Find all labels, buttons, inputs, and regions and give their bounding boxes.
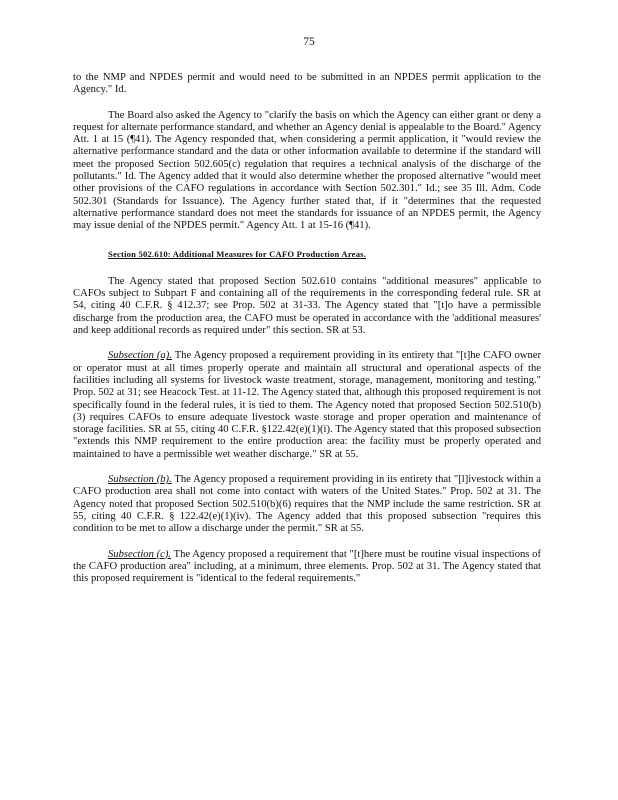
- paragraph-section-intro: [73, 276, 541, 337]
- subsection-label: Subsection (b).: [108, 474, 172, 486]
- paragraph-text: The Agency stated that proposed Section 502.610 contains "additional measures" applicable to CAFOs subject to Subpart F and containing all of the requirements in the corresponding federal rule. SR at 54, citing 40 C.F.R. § 412.37; see Prop. 502 at 31-33. The Agency stated that "[t]o have a permissible discharge from the production area, the CAFO must be operated in accordance with the 'additional measures' and keep additional records as required under" this section. SR at 53.: [73, 275, 541, 337]
- paragraph-text: The Agency proposed a requirement that "[t]here must be routine visual inspections of the CAFO production area" including, at a minimum, three elements. Prop. 502 at 31. The Agency stated that this proposed requirement is "identical to the federal requirements.": [73, 548, 541, 585]
- document-body: [73, 72, 541, 598]
- section-heading: Section 502.610: Additional Measures for CAFO Production Areas.: [108, 248, 367, 259]
- paragraph-subsection-a: [73, 350, 541, 461]
- subsection-label: Subsection (a).: [108, 350, 172, 362]
- paragraph-continuation: to the NMP and NPDES permit and would need to be submitted in an NPDES permit application to the Agency." Id.: [73, 72, 541, 96]
- paragraph-subsection-c: [73, 549, 541, 586]
- paragraph-text: The Agency proposed a requirement providing in its entirety that "[t]he CAFO owner or operator must at all times properly operate and maintain all structural and operational aspects of the facilities including all systems for livestock waste treatment, storage, management, monitoring and testing." Prop. 502 at 31; see Heacock Test. at 11-12. The Agency stated that, although this proposed requirement is not specifically found in the federal rules, it is tied to them. The Agency noted that proposed Section 502.510(b)(3) requires CAFOs to ensure adequate livestock waste storage and proper operation and maintenance of storage facilities. SR at 55, citing 40 C.F.R. §122.42(e)(1)(i). The Agency stated that this proposed subsection "extends this NMP requirement to the entire production area: the facility must be properly operated and maintained to have a permissible wet weather discharge." SR at 55.: [73, 350, 541, 460]
- paragraph-text: The Agency proposed a requirement providing in its entirety that "[l]ivestock within a CAFO production area shall not come into contact with waters of the United States." Prop. 502 at 31. The Agency noted that proposed Section 502.510(b)(6) requires that the NMP include the same restriction. SR at 55, citing 40 C.F.R. § 122.42(e)(1)(iv). The Agency added that this proposed subsection "requires this condition to be met to allow a discharge under the permit." SR at 55.: [73, 474, 541, 535]
- subsection-label: Subsection (c).: [108, 548, 172, 560]
- paragraph-subsection-b: [73, 474, 541, 535]
- page-number: 75: [303, 36, 315, 48]
- paragraph-board-question: The Board also asked the Agency to "clarify the basis on which the Agency can either grant or deny a request for alternate performance standard, and whether an Agency denial is appealable to the Board." Agency Att. 1 at 15 (¶41). The Agency responded that, when considering a permit application, it "would review the alternative performance standard and the data or other information available to determine if the standard will meet the proposed Section 502.605(c) regulation that requires a technical analysis of the discharge of the pollutants." Id. The Agency added that it would also determine whether the proposed alternative "would meet other provisions of the CAFO regulations in accordance with Section 502.301." Id.; see 35 Ill. Adm. Code 502.301 (Standards for Issuance). The Agency further stated that, if it "determines that the requested alternative performance standard does not meet the standards for issuance of an NPDES permit, the Agency may issue denial of the NPDES permit." Agency Att. 1 at 15-16 (¶41).: [73, 109, 541, 232]
